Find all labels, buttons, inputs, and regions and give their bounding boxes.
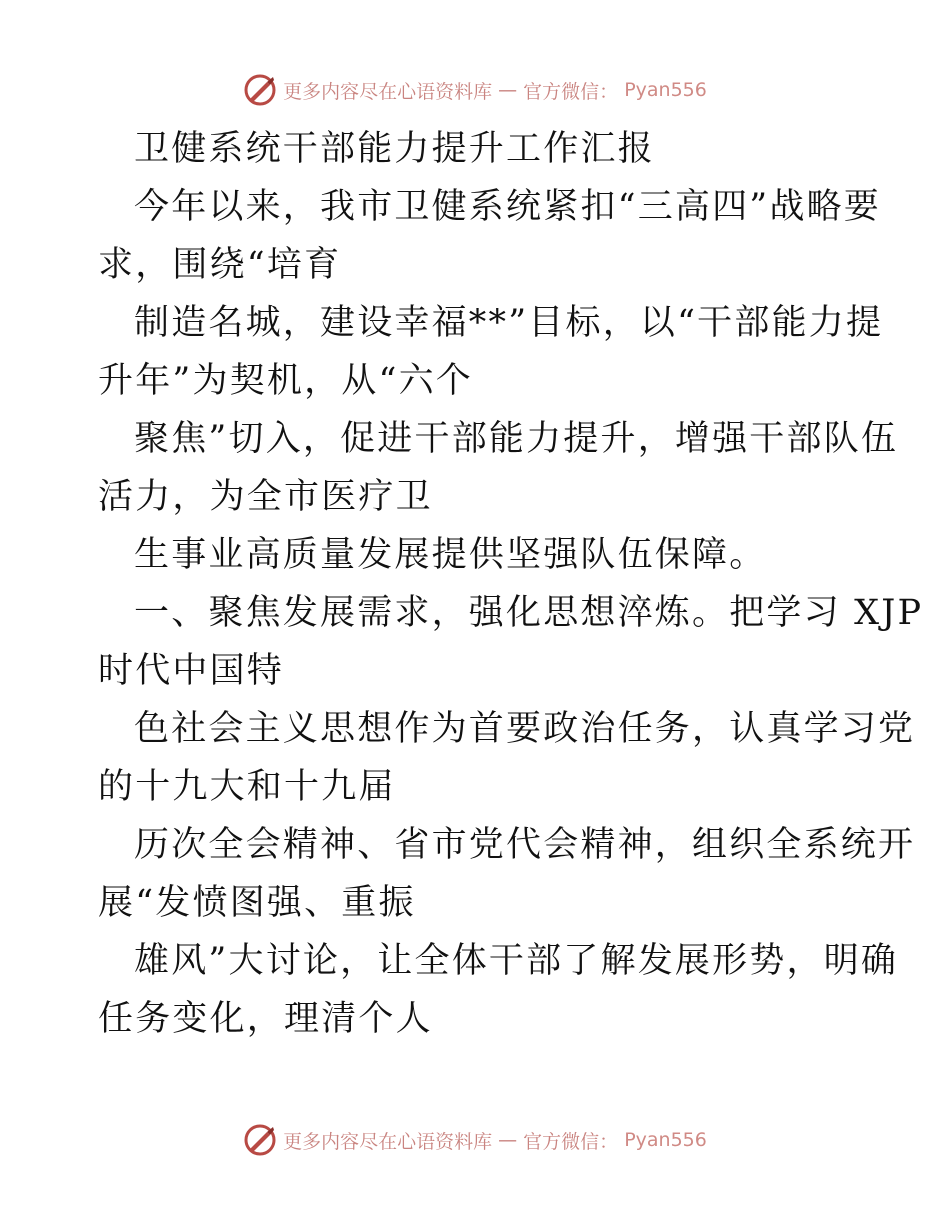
line: 聚焦”切入，促进干部能力提升，增强干部队伍 [134,419,899,459]
footer-watermark [0,1120,950,1160]
line: 历次全会精神、省市党代会精神，组织全系统开 [134,825,916,865]
line: 的十九大和十九届 [98,767,396,807]
watermark-dash: — [498,1129,518,1151]
line: 雄风”大讨论，让全体干部了解发展形势，明确 [134,941,899,981]
line: 色社会主义思想作为首要政治任务，认真学习党 [134,709,916,749]
paragraph [98,526,854,584]
line: 卫健系统干部能力提升工作汇报 [134,129,655,169]
line: 生事业高质量发展提供坚强队伍保障。 [134,535,767,575]
watermark-dash: — [498,79,518,101]
document-title [98,120,854,178]
paragraph [98,700,916,816]
paragraph [98,178,881,294]
line: 时代中国特 [98,651,285,691]
watermark-wechat-id: Pyan556 [624,79,707,101]
document-body [98,120,924,1048]
header-watermark [0,70,950,110]
paragraph [98,816,916,932]
line: 任务变化，理清个人 [98,999,433,1039]
quill-circle-icon [243,73,277,107]
paragraph [98,410,899,526]
line: 求，围绕“培育 [98,245,342,285]
paragraph [98,294,884,410]
line: 一、聚焦发展需求，强化思想淬炼。把学习 XJP [134,593,924,633]
paragraph [98,932,899,1048]
line: 今年以来，我市卫健系统紧扣“三高四”战略要 [134,187,881,227]
line: 展“发愤图强、重振 [98,883,416,923]
watermark-text: 更多内容尽在心语资料库 [283,1130,493,1153]
watermark-wechat-id: Pyan556 [624,1129,707,1151]
watermark-official: 官方微信： [523,80,619,103]
quill-circle-icon [243,1123,277,1157]
line: 制造名城，建设幸福**”目标，以“干部能力提 [134,303,884,343]
watermark-text: 更多内容尽在心语资料库 [283,80,493,103]
line: 升年”为契机，从“六个 [98,361,473,401]
line: 活力，为全市医疗卫 [98,477,433,517]
paragraph [98,584,924,700]
watermark-official: 官方微信： [523,1130,619,1153]
